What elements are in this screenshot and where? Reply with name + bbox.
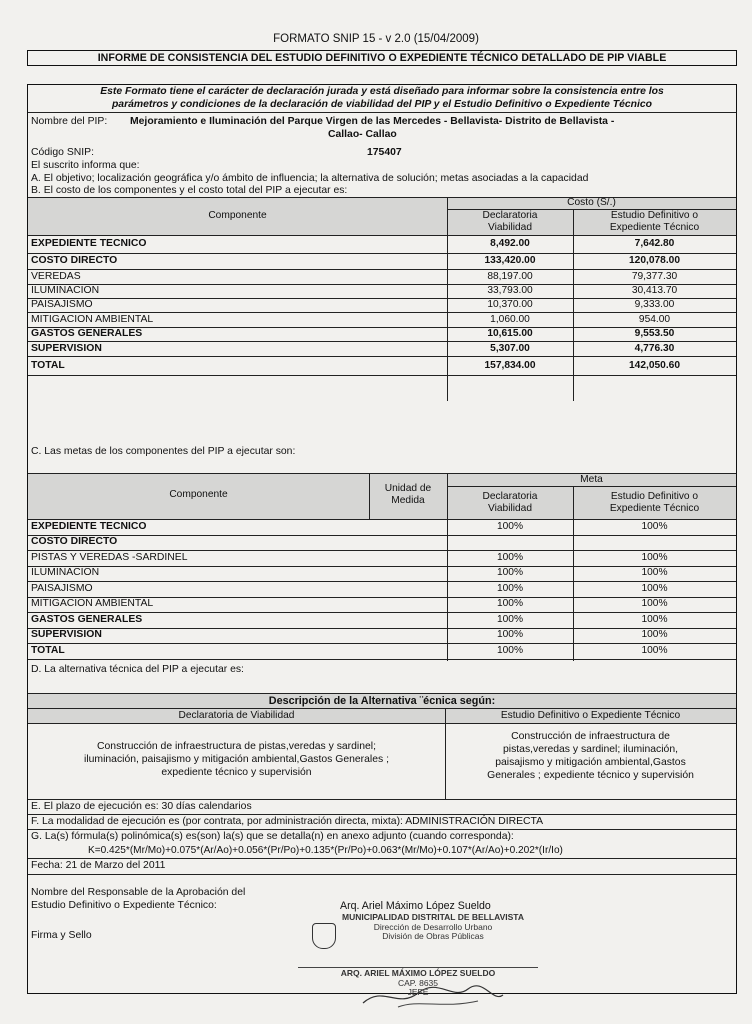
divider: [28, 269, 736, 270]
goal-row-est: 100%: [641, 614, 668, 625]
intro-line-2: parámetros y condiciones de la declaración de viabilidad del PIP y el Estudio Definitivo o Expediente Técnico: [111, 98, 653, 110]
cost-row-name: VEREDAS: [31, 271, 81, 282]
alt-est-description: Construcción de infraestructura de pistas,veredas y sardinel; iluminación, paisajismo y mitigación ambiental,Gastos Generales ; expediente técnico y supervisión: [487, 731, 694, 781]
cost-row-name: COSTO DIRECTO: [31, 255, 118, 266]
municipal-seal-icon: [312, 923, 336, 949]
cost-row-decl: 88,197.00: [487, 271, 533, 282]
divider: [28, 535, 736, 536]
pip-name-label: Nombre del PIP:: [31, 116, 108, 127]
divider: [28, 581, 736, 582]
goal-row-decl: 100%: [496, 567, 524, 578]
cost-row-name: GASTOS GENERALES: [31, 328, 143, 339]
date-text: Fecha: 21 de Marzo del 2011: [31, 860, 166, 871]
goal-col-est: Estudio Definitivo o Expediente Técnico: [609, 491, 700, 514]
divider: [28, 659, 736, 660]
alt-title: Descripción de la Alternativa ¨écnica según:: [268, 695, 496, 707]
cost-row-est: 7,642.80: [634, 238, 675, 249]
goal-col-decl: Declaratoria Viabilidad: [482, 491, 538, 514]
cost-row-decl: 8,492.00: [490, 238, 530, 249]
responsible-name: Arq. Ariel Máximo López Sueldo: [340, 900, 491, 912]
goal-row-decl: 100%: [496, 598, 524, 609]
divider: [28, 799, 736, 800]
section-d-text: D. La alternativa técnica del PIP a ejecutar es:: [31, 664, 244, 675]
cost-row-est: 9,553.50: [634, 328, 675, 339]
cost-row-decl: 133,420.00: [484, 255, 536, 266]
goal-col-meta: Meta: [580, 474, 603, 485]
cost-row-decl: 10,370.00: [487, 299, 533, 310]
cost-col-decl: Declaratoria Viabilidad: [482, 210, 538, 233]
goal-row-est: 100%: [641, 567, 668, 578]
goal-row-decl: 100%: [496, 629, 524, 640]
divider: [28, 874, 736, 875]
goal-row-name: COSTO DIRECTO: [31, 536, 118, 547]
goal-col-component: Componente: [169, 489, 228, 500]
pip-name-value: Mejoramiento e Iluminación del Parque Virgen de las Mercedes - Bellavista- Distrito de Bellavista -: [130, 116, 615, 127]
goal-col-unit: Unidad de Medida: [384, 483, 432, 506]
goal-row-decl: 100%: [496, 614, 524, 625]
cost-row-name: TOTAL: [31, 360, 65, 371]
point-b-text: B. El costo de los componentes y el costo total del PIP a ejecutar es:: [31, 185, 348, 196]
divider: [28, 814, 736, 815]
cost-col-cost: Costo (S/.): [567, 197, 616, 208]
cost-row-decl: 10,615.00: [487, 328, 533, 339]
divider: [28, 375, 736, 376]
alt-col-decl: Declaratoria de Viabilidad: [178, 710, 295, 721]
divider: [28, 829, 736, 830]
divider: [28, 708, 736, 709]
cost-row-decl: 1,060.00: [490, 314, 530, 325]
goal-row-name: PAISAJISMO: [31, 583, 93, 594]
divider: [28, 643, 736, 644]
cost-row-est: 120,078.00: [629, 255, 680, 266]
goal-row-name: ILUMINACION: [31, 567, 100, 578]
divider: [28, 253, 736, 254]
goal-row-est: 100%: [641, 598, 668, 609]
informs-text: El suscrito informa que:: [31, 160, 140, 171]
responsible-label-2: Estudio Definitivo o Expediente Técnico:: [31, 900, 217, 911]
signature-stamp: ARQ. ARIEL MÁXIMO LÓPEZ SUELDO CAP. 8635 JEFE: [298, 967, 538, 998]
goal-row-est: 100%: [641, 583, 668, 594]
intro-text: [28, 86, 736, 111]
cost-row-name: SUPERVISION: [31, 343, 102, 354]
cost-row-name: MITIGACION AMBIENTAL: [31, 314, 154, 325]
divider: [28, 519, 736, 520]
goal-row-decl: 100%: [496, 552, 524, 563]
goal-row-decl: 100%: [496, 521, 524, 532]
goal-row-name: PISTAS Y VEREDAS -SARDINEL: [31, 552, 188, 563]
cost-row-decl: 157,834.00: [484, 360, 536, 371]
divider: [28, 858, 736, 859]
section-e-text: E. El plazo de ejecución es: 30 días calendarios: [31, 801, 252, 812]
pip-name-value-line2: Callao- Callao: [328, 129, 397, 140]
cost-row-decl: 33,793.00: [487, 285, 533, 296]
divider: [447, 486, 736, 487]
cost-row-est: 4,776.30: [634, 343, 675, 354]
cost-row-decl: 5,307.00: [490, 343, 530, 354]
cost-row-est: 954.00: [638, 314, 671, 325]
divider: [28, 341, 736, 342]
intro-line-1: Este Formato tiene el carácter de declaración jurada y está diseñado para informar sobre la consistencia entre los: [100, 86, 664, 97]
divider: [28, 550, 736, 551]
goal-row-est: 100%: [641, 645, 668, 656]
goal-row-name: SUPERVISION: [31, 629, 102, 640]
signature-label: Firma y Sello: [31, 930, 92, 941]
goal-row-est: 100%: [641, 629, 668, 640]
goal-row-name: GASTOS GENERALES: [31, 614, 143, 625]
divider: [28, 693, 736, 694]
snip-code-label: Código SNIP:: [31, 147, 94, 158]
divider: [28, 312, 736, 313]
goal-row-decl: 100%: [496, 645, 524, 656]
section-c-text: C. Las metas de los componentes del PIP a ejecutar son:: [31, 446, 296, 457]
cost-row-est: 30,413.70: [631, 285, 678, 296]
cost-row-name: ILUMINACION: [31, 285, 100, 296]
section-g-text: G. La(s) fórmula(s) polinómica(s) es(son) la(s) que se detalla(n) en anexo adjunto (cuando corresponda):: [31, 831, 514, 842]
goal-row-name: TOTAL: [31, 645, 65, 656]
divider: [28, 356, 736, 357]
divider: [28, 723, 736, 724]
divider: [28, 112, 736, 113]
cost-col-component: Componente: [208, 210, 267, 221]
form-frame: [27, 84, 737, 997]
cost-row-name: PAISAJISMO: [31, 299, 93, 310]
divider: [28, 235, 736, 236]
cost-row-name: EXPEDIENTE TECNICO: [31, 238, 147, 249]
point-a-text: A. El objetivo; localización geográfica y/o ámbito de influencia; la alternativa de solución; metas asociadas a la capacidad: [31, 173, 589, 184]
format-version: FORMATO SNIP 15 - v 2.0 (15/04/2009): [273, 33, 479, 45]
snip-code-value: 175407: [367, 147, 402, 158]
goal-row-name: EXPEDIENTE TECNICO: [31, 521, 147, 532]
cost-row-est: 142,050.60: [629, 360, 680, 371]
goal-row-est: 100%: [641, 521, 668, 532]
responsible-label: Nombre del Responsable de la Aprobación del: [31, 887, 246, 898]
section-f-text: F. La modalidad de ejecución es (por contrata, por administración directa, mixta): ADMINISTRACIÓN DIRECTA: [31, 816, 544, 827]
alt-decl-description: Construcción de infraestructura de pistas,veredas y sardinel; iluminación, paisajismo y mitigación ambiental,Gastos Generales ; expediente técnico y supervisión: [84, 741, 389, 778]
goal-row-decl: 100%: [496, 583, 524, 594]
goal-row-name: MITIGACION AMBIENTAL: [31, 598, 154, 609]
cost-col-est: Estudio Definitivo o Expediente Técnico: [609, 210, 700, 233]
municipal-stamp: MUNICIPALIDAD DISTRITAL DE BELLAVISTA Dirección de Desarrollo Urbano División de Obras Públicas: [342, 912, 524, 941]
page-title: INFORME DE CONSISTENCIA DEL ESTUDIO DEFINITIVO O EXPEDIENTE TÉCNICO DETALLADO DE PIP VIABLE: [27, 50, 737, 66]
divider: [28, 612, 736, 613]
polynomial-formula: K=0.425*(Mr/Mo)+0.075*(Ar/Ao)+0.056*(Pr/Po)+0.135*(Pr/Po)+0.063*(Mr/Mo)+0.107*(Ar/Ao)+0.202*(Ir/Io): [88, 845, 563, 856]
cost-row-est: 79,377.30: [631, 271, 678, 282]
alt-col-est: Estudio Definitivo o Expediente Técnico: [500, 710, 681, 721]
goal-row-est: 100%: [641, 552, 668, 563]
cost-row-est: 9,333.00: [634, 299, 675, 310]
